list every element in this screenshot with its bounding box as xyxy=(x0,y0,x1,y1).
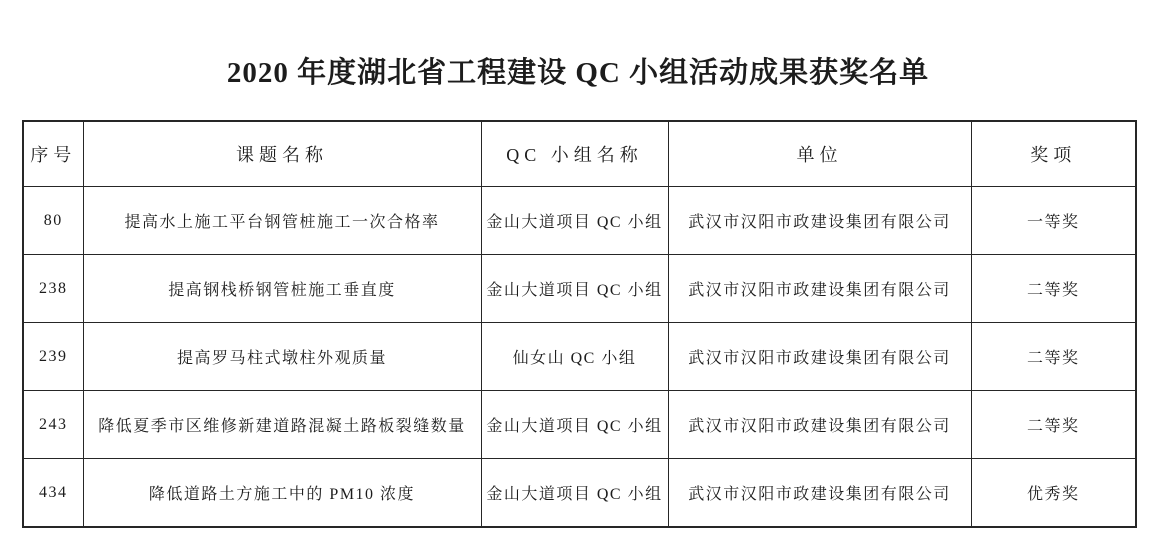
table-row xyxy=(23,391,1136,459)
cell-award: 二等奖 xyxy=(971,255,1136,323)
cell-topic: 提高水上施工平台钢管桩施工一次合格率 xyxy=(83,187,481,255)
table-row xyxy=(23,187,1136,255)
cell-group: 金山大道项目 QC 小组 xyxy=(481,255,668,323)
cell-index: 243 xyxy=(23,391,83,459)
cell-group: 金山大道项目 QC 小组 xyxy=(481,459,668,528)
cell-unit: 武汉市汉阳市政建设集团有限公司 xyxy=(668,459,971,528)
cell-topic: 降低道路土方施工中的 PM10 浓度 xyxy=(83,459,481,528)
header-index: 序号 xyxy=(23,121,83,187)
header-topic: 课题名称 xyxy=(83,121,481,187)
header-unit: 单位 xyxy=(668,121,971,187)
cell-index: 239 xyxy=(23,323,83,391)
header-row xyxy=(23,121,1136,187)
cell-group: 仙女山 QC 小组 xyxy=(481,323,668,391)
cell-index: 238 xyxy=(23,255,83,323)
header-award: 奖项 xyxy=(971,121,1136,187)
cell-unit: 武汉市汉阳市政建设集团有限公司 xyxy=(668,323,971,391)
cell-group: 金山大道项目 QC 小组 xyxy=(481,187,668,255)
table-row xyxy=(23,255,1136,323)
cell-award: 一等奖 xyxy=(971,187,1136,255)
cell-unit: 武汉市汉阳市政建设集团有限公司 xyxy=(668,187,971,255)
table-row xyxy=(23,323,1136,391)
cell-topic: 提高钢栈桥钢管桩施工垂直度 xyxy=(83,255,481,323)
header-group: QC 小组名称 xyxy=(481,121,668,187)
awards-table xyxy=(22,120,1137,528)
table-row xyxy=(23,459,1136,528)
cell-index: 434 xyxy=(23,459,83,528)
cell-group: 金山大道项目 QC 小组 xyxy=(481,391,668,459)
cell-award: 优秀奖 xyxy=(971,459,1136,528)
cell-award: 二等奖 xyxy=(971,323,1136,391)
cell-index: 80 xyxy=(23,187,83,255)
cell-topic: 提高罗马柱式墩柱外观质量 xyxy=(83,323,481,391)
cell-award: 二等奖 xyxy=(971,391,1136,459)
cell-topic: 降低夏季市区维修新建道路混凝土路板裂缝数量 xyxy=(83,391,481,459)
cell-unit: 武汉市汉阳市政建设集团有限公司 xyxy=(668,391,971,459)
cell-unit: 武汉市汉阳市政建设集团有限公司 xyxy=(668,255,971,323)
page-title: 2020 年度湖北省工程建设 QC 小组活动成果获奖名单 xyxy=(226,57,930,89)
